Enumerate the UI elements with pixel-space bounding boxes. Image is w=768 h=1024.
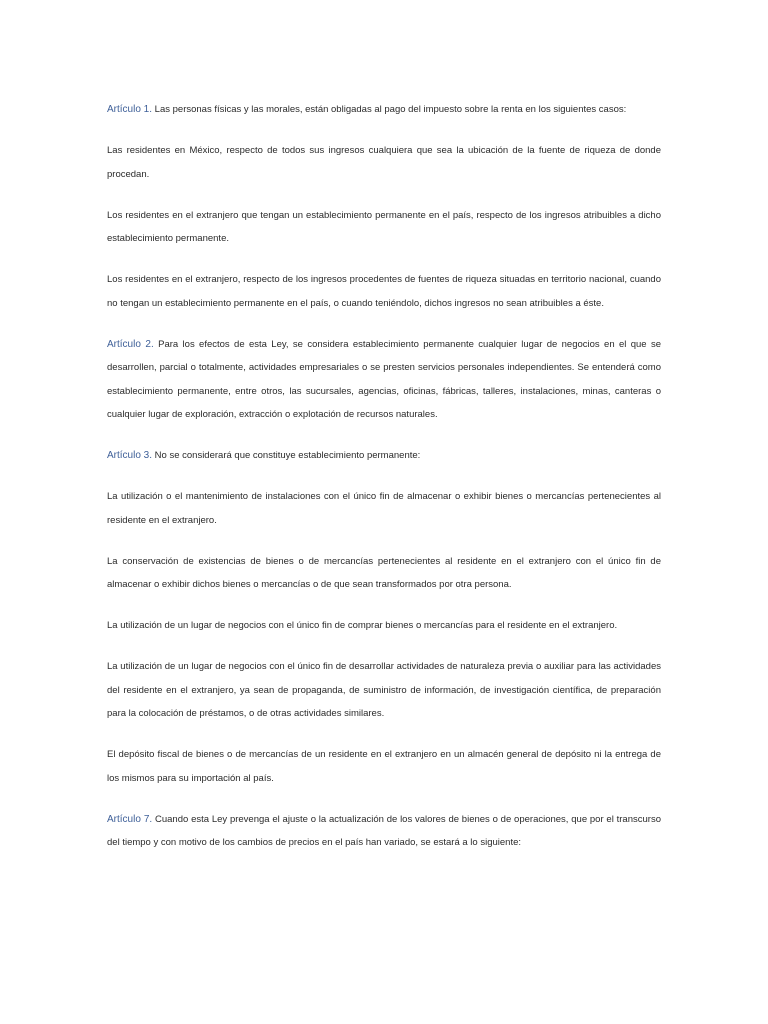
paragraph (107, 614, 661, 638)
document-page (107, 98, 661, 855)
paragraph-text: La utilización de un lugar de negocios con el único fin de desarrollar actividades de naturaleza previa o auxiliar para las actividades del residente en el extranjero, ya sean de propaganda, de suministro de información, de investigación científica, de preparación para la colocación de préstamos, o de otras actividades similares. (107, 661, 661, 719)
paragraph-text: Las personas físicas y las morales, están obligadas al pago del impuesto sobre la renta en los siguientes casos: (152, 104, 627, 115)
paragraph (107, 139, 661, 186)
paragraph-text: No se considerará que constituye establecimiento permanente: (152, 450, 421, 461)
paragraph-articulo-3 (107, 444, 661, 468)
paragraph-text: La utilización o el mantenimiento de instalaciones con el único fin de almacenar o exhibir bienes o mercancías pertenecientes al residente en el extranjero. (107, 491, 661, 526)
paragraph (107, 655, 661, 726)
paragraph-articulo-1 (107, 98, 661, 122)
paragraph-text: La utilización de un lugar de negocios con el único fin de comprar bienes o mercancías para el residente en el extranjero. (107, 620, 618, 631)
article-label: Artículo 7. (107, 813, 153, 825)
paragraph-text: Los residentes en el extranjero, respecto de los ingresos procedentes de fuentes de riqueza situadas en territorio nacional, cuando no tengan un establecimiento permanente en el país, o cuando teniéndolo, dichos ingresos no sean atribuibles a éste. (107, 274, 661, 309)
paragraph-text: La conservación de existencias de bienes o de mercancías pertenecientes al residente en el extranjero con el único fin de almacenar o exhibir dichos bienes o mercancías o de que sean transformados por otra persona. (107, 555, 661, 590)
paragraph (107, 268, 661, 315)
paragraph-text: Cuando esta Ley prevenga el ajuste o la actualización de los valores de bienes o de operaciones, que por el transcurso del tiempo y con motivo de los cambios de precios en el país han variado, se estará a lo siguiente: (107, 813, 661, 848)
paragraph-text: Para los efectos de esta Ley, se considera establecimiento permanente cualquier lugar de negocios en el que se desarrollen, parcial o totalmente, actividades empresariales o se presten servicios personales independientes. Se entenderá como establecimiento permanente, entre otros, las sucursales, agencias, oficinas, fábricas, talleres, instalaciones, minas, canteras o cualquier lugar de exploración, extracción o explotación de recursos naturales. (107, 338, 661, 420)
article-label: Artículo 2. (107, 338, 154, 350)
paragraph (107, 743, 661, 790)
paragraph-text: El depósito fiscal de bienes o de mercancías de un residente en el extranjero en un almacén general de depósito ni la entrega de los mismos para su importación al país. (107, 749, 661, 784)
paragraph-text: Las residentes en México, respecto de todos sus ingresos cualquiera que sea la ubicación de la fuente de riqueza de donde procedan. (107, 145, 661, 180)
paragraph-articulo-2 (107, 333, 661, 427)
paragraph (107, 485, 661, 532)
article-label: Artículo 3. (107, 450, 153, 461)
paragraph (107, 204, 661, 251)
paragraph-articulo-7 (107, 808, 661, 855)
paragraph-text: Los residentes en el extranjero que tengan un establecimiento permanente en el país, respecto de los ingresos atribuibles a dicho establecimiento permanente. (107, 209, 661, 244)
paragraph (107, 550, 661, 597)
article-label: Artículo 1. (107, 104, 153, 115)
